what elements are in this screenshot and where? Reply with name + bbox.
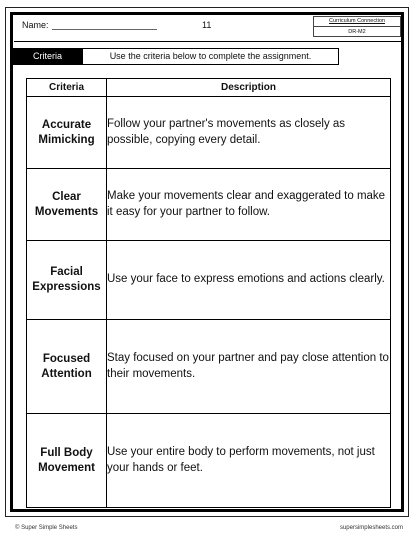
table-row bbox=[27, 97, 391, 169]
curriculum-connection-box bbox=[313, 16, 401, 37]
name-field[interactable] bbox=[22, 20, 157, 30]
criteria-name: Accurate Mimicking bbox=[27, 97, 107, 169]
criteria-name: Clear Movements bbox=[27, 169, 107, 241]
column-header-description: Description bbox=[107, 79, 391, 97]
header-divider bbox=[14, 41, 402, 42]
criteria-description: Stay focused on your partner and pay close attention to their movements. bbox=[107, 320, 391, 414]
page-number: 11 bbox=[202, 20, 212, 30]
criteria-tag: Criteria bbox=[13, 48, 82, 65]
footer-copyright: © Super Simple Sheets bbox=[15, 525, 78, 531]
criteria-table bbox=[26, 78, 391, 508]
table-row bbox=[27, 169, 391, 241]
footer-website[interactable]: supersimplesheets.com bbox=[339, 525, 403, 531]
table-header-row bbox=[27, 79, 391, 97]
criteria-name: Focused Attention bbox=[27, 320, 107, 414]
name-label: Name: bbox=[22, 20, 49, 30]
curriculum-code: DR-M2 bbox=[348, 29, 366, 35]
worksheet-header bbox=[14, 15, 402, 39]
criteria-name: Full Body Movement bbox=[27, 414, 107, 508]
table-row bbox=[27, 320, 391, 414]
curriculum-connection-label: Curriculum Connection bbox=[314, 17, 400, 27]
instructions-text: Use the criteria below to complete the assignment. bbox=[82, 48, 339, 65]
table-row bbox=[27, 241, 391, 320]
criteria-description: Make your movements clear and exaggerated to make it easy for your partner to follow. bbox=[107, 169, 391, 241]
column-header-criteria: Criteria bbox=[27, 79, 107, 97]
name-line[interactable] bbox=[52, 20, 157, 30]
criteria-name: Facial Expressions bbox=[27, 241, 107, 320]
criteria-description: Follow your partner's movements as closely as possible, copying every detail. bbox=[107, 97, 391, 169]
criteria-description: Use your entire body to perform movements, not just your hands or feet. bbox=[107, 414, 391, 508]
table-row bbox=[27, 414, 391, 508]
criteria-description: Use your face to express emotions and actions clearly. bbox=[107, 241, 391, 320]
